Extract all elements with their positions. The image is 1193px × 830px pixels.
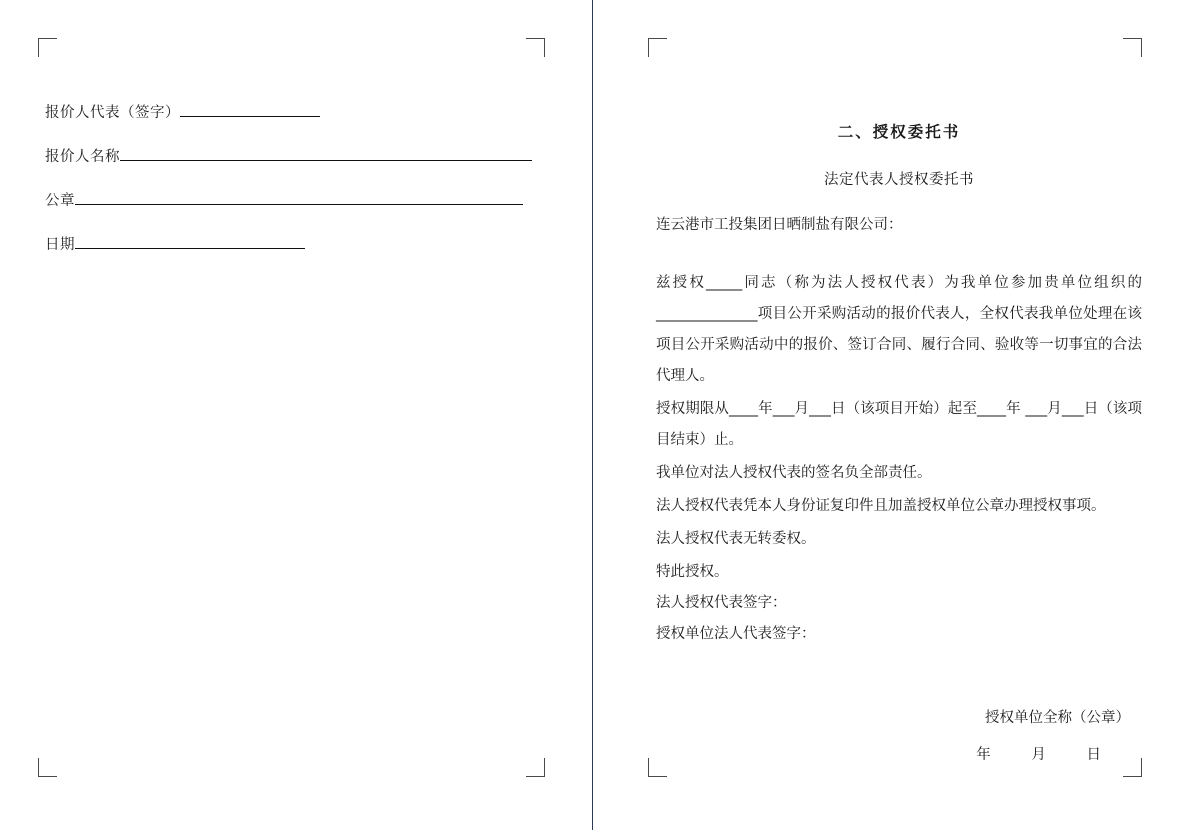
crop-mark-bottom-right bbox=[526, 758, 545, 777]
gutter-line-inner bbox=[592, 0, 593, 830]
document-page-left bbox=[0, 0, 588, 830]
crop-mark-top-left bbox=[648, 38, 667, 57]
form-label-bidder-name: 报价人名称 bbox=[45, 149, 120, 165]
crop-mark-top-left bbox=[38, 38, 57, 57]
signature-form-block bbox=[45, 96, 545, 272]
date-footer bbox=[656, 743, 1142, 764]
form-label-official-seal: 公章 bbox=[45, 193, 75, 209]
date-year-label: 年 bbox=[976, 747, 992, 763]
signature-line-agent[interactable]: 法人授权代表签字： bbox=[656, 595, 787, 611]
authorization-letter-body bbox=[656, 96, 1142, 764]
paragraph-responsibility: 我单位对法人授权代表的签名负全部责任。 bbox=[656, 465, 932, 481]
paragraph-no-sub-delegation: 法人授权代表无转委权。 bbox=[656, 531, 816, 547]
paragraph-authorization-scope: 兹授权_____同志（称为法人授权代表）为我单位参加贵单位组织的______________项目公开采购活动的报价代表人，全权代表我单位处理在该项目公开采购活动中的报价、签订合同、履行合同、验收等一切事宜的合法代理人。 bbox=[656, 275, 1142, 384]
document-page-right bbox=[596, 0, 1193, 830]
crop-mark-top-right bbox=[526, 38, 545, 57]
form-rule-representative-signature[interactable] bbox=[180, 102, 320, 117]
addressee-line: 连云港市工投集团日晒制盐有限公司： bbox=[656, 217, 903, 233]
signature-line-legal-representative[interactable]: 授权单位法人代表签字： bbox=[656, 626, 816, 642]
crop-mark-bottom-left bbox=[38, 758, 57, 777]
form-rule-official-seal[interactable] bbox=[75, 190, 523, 205]
paragraph-id-requirement: 法人授权代表凭本人身份证复印件且加盖授权单位公章办理授权事项。 bbox=[656, 498, 1106, 514]
document-subtitle: 法定代表人授权委托书 bbox=[824, 172, 974, 188]
form-label-date: 日期 bbox=[45, 237, 75, 253]
form-field-representative-signature bbox=[45, 96, 545, 130]
paragraph-authorization-period: 授权期限从____年___月___日（该项目开始）起至____年 ___月___日（该项目结束）止。 bbox=[656, 401, 1142, 448]
paragraph-hereby-authorize: 特此授权。 bbox=[656, 564, 729, 580]
form-field-bidder-name bbox=[45, 140, 545, 174]
form-rule-bidder-name[interactable] bbox=[120, 146, 532, 161]
crop-mark-top-right bbox=[1123, 38, 1142, 57]
form-label-representative-signature: 报价人代表（签字） bbox=[45, 105, 180, 121]
date-month-label: 月 bbox=[1031, 747, 1047, 763]
page-title: 二、授权委托书 bbox=[837, 123, 961, 141]
form-field-official-seal bbox=[45, 184, 545, 218]
seal-label: 授权单位全称（公章） bbox=[985, 710, 1130, 726]
date-day-label: 日 bbox=[1086, 747, 1102, 763]
form-rule-date[interactable] bbox=[75, 234, 305, 249]
form-field-date bbox=[45, 228, 545, 262]
